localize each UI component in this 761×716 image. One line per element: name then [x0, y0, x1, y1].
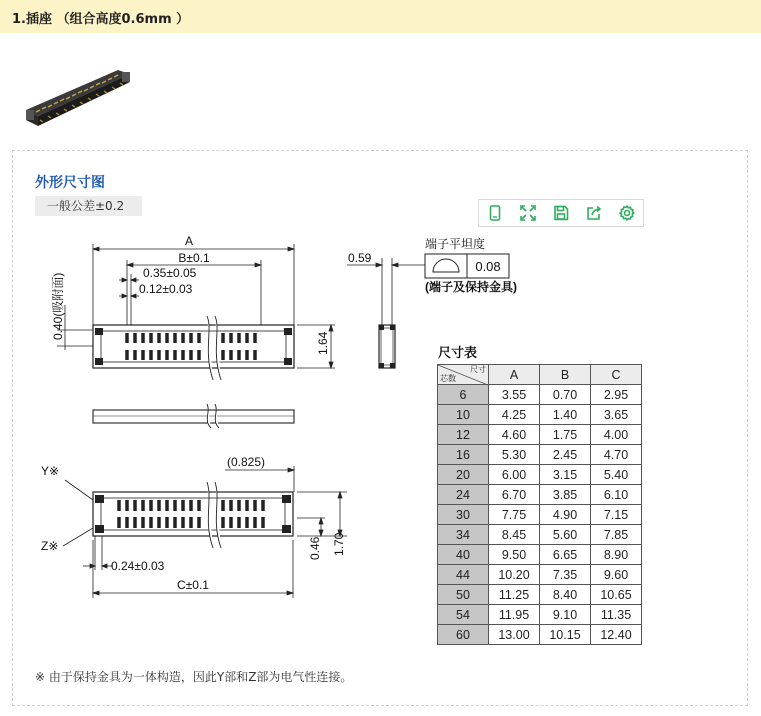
dimension-cell: 9.50: [489, 545, 540, 565]
table-row: [438, 565, 642, 585]
dimension-cell: 5.40: [591, 465, 642, 485]
dim-164-label: 1.64: [316, 331, 330, 355]
dim-012-label: 0.12±0.03: [139, 282, 193, 296]
mobile-view-icon: [488, 205, 502, 221]
table-row: [438, 385, 642, 405]
dimension-cell: 0.70: [540, 385, 591, 405]
dim-040-label: 0.40(吸附面): [51, 272, 65, 340]
dimension-cell: 5.30: [489, 445, 540, 465]
header-bar: [0, 0, 761, 33]
pin-count-cell: 50: [438, 585, 489, 605]
dimension-cell: 11.25: [489, 585, 540, 605]
flatness-value: 0.08: [475, 259, 501, 274]
dimension-cell: 4.60: [489, 425, 540, 445]
section-title: 外形尺寸图: [35, 175, 105, 191]
dim-0825-label: (0.825): [227, 455, 266, 469]
dim-b-label: B±0.1: [178, 251, 210, 265]
dimension-cell: 12.40: [591, 625, 642, 645]
dimension-cell: 6.70: [489, 485, 540, 505]
fullscreen-icon: [520, 205, 536, 221]
table-row: [438, 485, 642, 505]
pin-count-cell: 24: [438, 485, 489, 505]
dimension-cell: 10.65: [591, 585, 642, 605]
column-header-a: A: [489, 365, 540, 385]
pin-count-cell: 40: [438, 545, 489, 565]
product-photo: [22, 60, 134, 132]
flatness-note: (端子及保持金具): [425, 280, 517, 294]
share-icon: [586, 205, 602, 221]
dimension-cell: 4.70: [591, 445, 642, 465]
corner-top: 尺寸: [470, 365, 486, 374]
dimension-cell: 2.45: [540, 445, 591, 465]
pin-count-cell: 44: [438, 565, 489, 585]
dimension-cell: 11.95: [489, 605, 540, 625]
dimension-cell: 7.35: [540, 565, 591, 585]
settings-button[interactable]: [610, 200, 643, 226]
corner-bottom: 芯数: [440, 374, 456, 383]
dimension-cell: 4.90: [540, 505, 591, 525]
dimension-cell: 1.75: [540, 425, 591, 445]
dim-a-label: A: [184, 234, 194, 248]
label-y: Y※: [41, 464, 60, 478]
flatness-title: 端子平坦度: [425, 237, 486, 251]
size-table-header: [438, 365, 642, 385]
settings-icon: [619, 205, 635, 221]
dimension-cell: 8.40: [540, 585, 591, 605]
dimension-cell: 10.15: [540, 625, 591, 645]
dimension-cell: 9.60: [591, 565, 642, 585]
dimension-cell: 4.00: [591, 425, 642, 445]
column-header-b: B: [540, 365, 591, 385]
table-row: [438, 545, 642, 565]
label-z: Z※: [41, 539, 59, 553]
fullscreen-button[interactable]: [512, 200, 545, 226]
pin-count-cell: 6: [438, 385, 489, 405]
dimension-cell: 7.15: [591, 505, 642, 525]
table-row: [438, 465, 642, 485]
dimension-cell: 3.15: [540, 465, 591, 485]
dimension-cell: 10.20: [489, 565, 540, 585]
dim-024-label: 0.24±0.03: [111, 559, 165, 573]
dimension-cell: 6.00: [489, 465, 540, 485]
save-icon: [553, 205, 569, 221]
table-row: [438, 605, 642, 625]
table-row: [438, 525, 642, 545]
drawing-toolbar: [478, 199, 644, 227]
dim-170-label: 1.70: [332, 532, 346, 556]
page-title: 1.插座 （组合高度0.6mm ）: [12, 12, 190, 27]
pin-count-cell: 12: [438, 425, 489, 445]
dimension-cell: 6.65: [540, 545, 591, 565]
dimension-cell: 3.55: [489, 385, 540, 405]
pin-count-cell: 60: [438, 625, 489, 645]
pin-count-cell: 30: [438, 505, 489, 525]
dimension-cell: 13.00: [489, 625, 540, 645]
table-row: [438, 625, 642, 645]
footnote: ※ 由于保持金具为一体构造，因此Y部和Z部为电气性连接。: [35, 670, 353, 684]
size-table-corner: [438, 365, 489, 385]
table-row: [438, 505, 642, 525]
dimension-cell: 7.85: [591, 525, 642, 545]
tolerance-badge: 一般公差±0.2: [35, 196, 142, 216]
table-row: [438, 425, 642, 445]
dim-c-label: C±0.1: [177, 578, 209, 592]
dimension-cell: 6.10: [591, 485, 642, 505]
dimension-cell: 5.60: [540, 525, 591, 545]
share-button[interactable]: [577, 200, 610, 226]
size-table-title: 尺寸表: [438, 346, 478, 361]
dim-059-label: 0.59: [348, 251, 372, 265]
dimension-cell: 7.75: [489, 505, 540, 525]
size-table: [437, 364, 642, 645]
dimension-cell: 1.40: [540, 405, 591, 425]
dimension-cell: 9.10: [540, 605, 591, 625]
save-button[interactable]: [545, 200, 578, 226]
pin-count-cell: 54: [438, 605, 489, 625]
dimension-cell: 3.85: [540, 485, 591, 505]
dimension-cell: 8.90: [591, 545, 642, 565]
table-row: [438, 585, 642, 605]
pin-count-cell: 20: [438, 465, 489, 485]
mobile-view-button[interactable]: [479, 200, 512, 226]
pin-count-cell: 34: [438, 525, 489, 545]
dimension-cell: 3.65: [591, 405, 642, 425]
dimension-cell: 11.35: [591, 605, 642, 625]
table-row: [438, 445, 642, 465]
dim-046-label: 0.46: [308, 536, 322, 560]
dimension-cell: 2.95: [591, 385, 642, 405]
dimension-cell: 4.25: [489, 405, 540, 425]
size-table-body: [438, 385, 642, 645]
dim-035-label: 0.35±0.05: [143, 266, 197, 280]
pin-count-cell: 10: [438, 405, 489, 425]
table-row: [438, 405, 642, 425]
dimension-cell: 8.45: [489, 525, 540, 545]
column-header-c: C: [591, 365, 642, 385]
pin-count-cell: 16: [438, 445, 489, 465]
